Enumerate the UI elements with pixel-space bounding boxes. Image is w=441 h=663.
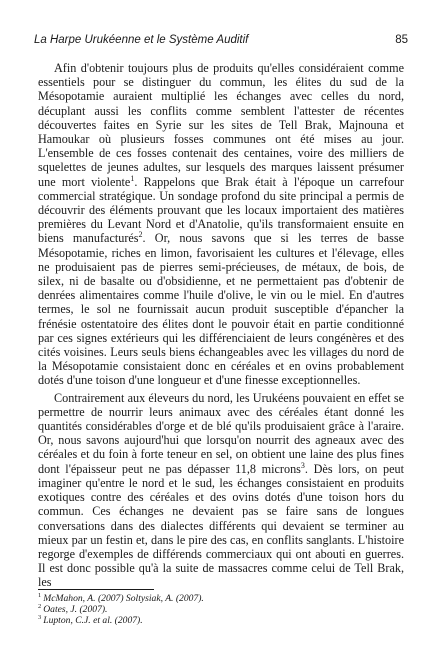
text-run: Afin d'obtenir toujours plus de produits qu'elles considéraient comme essentiels pour se distinguer du commun, les élites du sud de la Mésopotamie auraient multiplié les échanges avec celles du nord, décuplant aussi les conflits comme semblent l'attester de récentes découvertes faites en Syrie sur les sites de Tell Brak, Majnouna et Hamoukar où plusieurs fosses communes ont été mises au jour. L'ensemble de ces fosses contenait des centaines, voire des milliers de squelettes de jeunes adultes, sur lesquels des marques laissent présumer une mort violente (38, 61, 404, 189)
body-text (38, 61, 404, 590)
footnote (38, 593, 404, 604)
text-run: . Or, nous savons que si les terres de basse Mésopotamie, riches en limon, favorisaient les cultures et l'élevage, elles ne produisaient pas de pierres semi-précieuses, de métaux, de bois, de silex, ni de basalte ou d'obsidienne, et ne permettaient pas d'obtenir de denrées alimentaires comme l'huile d'olive, le vin ou le miel. En d'autres termes, le sol ne fournissait aucun produit susceptible d'épancher la frénésie ostentatoire des élites dont le pouvoir était en partie conditionné par ces signes extérieurs qui les différenciaient de leurs congénères et des cités voisines. Leurs seuls biens échangeables avec les villages du nord de la Mésopotamie consistaient donc en céréales et en ovins probablement dotés d'une toison d'une longueur et d'une finesse exceptionnelles. (38, 231, 404, 388)
footnote (38, 615, 404, 626)
footnote-ref: 3 (300, 460, 305, 470)
text-run: Contrairement aux éleveurs du nord, les Urukéens pouvaient en effet se permettre de nourrir leurs animaux avec des céréales étant donné les quantités considérables d'orge et de blé qu'ils produisaient grâce à l'araire. Or, nous savons aujourd'hui que lorsqu'on nourrit des agneaux avec des céréales et du foin à forte teneur en sel, on obtient une laine des plus fines dont l'épaisseur peut ne pas dépasser 11,8 microns (38, 390, 404, 476)
page-number: 85 (395, 34, 408, 46)
text-run: . Dès lors, on peut imaginer qu'entre le nord et le sud, les échanges consistaient en produits exotiques contre des céréales et des ovins dotés d'une toison hors du commun. Ces échanges ne devaient pas se faire sans de longues conversations dans des dialectes différents qui devaient se terminer au mieux par un festin et, dans le pire des cas, en conflits sanglants. L'histoire regorge d'exemples de différends commerciaux qui ont abouti en guerres. Il est donc possible qu'à la suite de massacres comme celui de Tell Brak, les (38, 461, 404, 590)
footnote-number: 1 (38, 591, 42, 599)
running-title: La Harpe Urukéenne et le Système Auditif (34, 34, 249, 46)
footnote (38, 604, 404, 615)
footnote-text: Lupton, C.J. et al. (2007). (43, 615, 143, 627)
running-header (34, 34, 408, 50)
footnote-text: Oates, J. (2007). (43, 604, 108, 616)
footnote-number: 2 (38, 603, 42, 611)
footnote-ref: 2 (138, 230, 143, 240)
footnote-divider (38, 589, 154, 590)
footnote-number: 3 (38, 614, 42, 622)
footnotes (38, 593, 404, 627)
text-run: . Rappelons que Brak était à l'époque un carrefour commercial stratégique. Un sondage profond du site principal a permis de découvrir des éléments prouvant que les locaux importaient des matières premières du Levant Nord et d'Anatolie, qu'ils transformaient ensuite en biens manufacturés (38, 174, 404, 246)
paragraph (38, 391, 404, 590)
paragraph (38, 61, 404, 388)
footnote-ref: 1 (130, 173, 135, 183)
footnote-text: McMahon, A. (2007) Soltysiak, A. (2007). (43, 593, 204, 604)
